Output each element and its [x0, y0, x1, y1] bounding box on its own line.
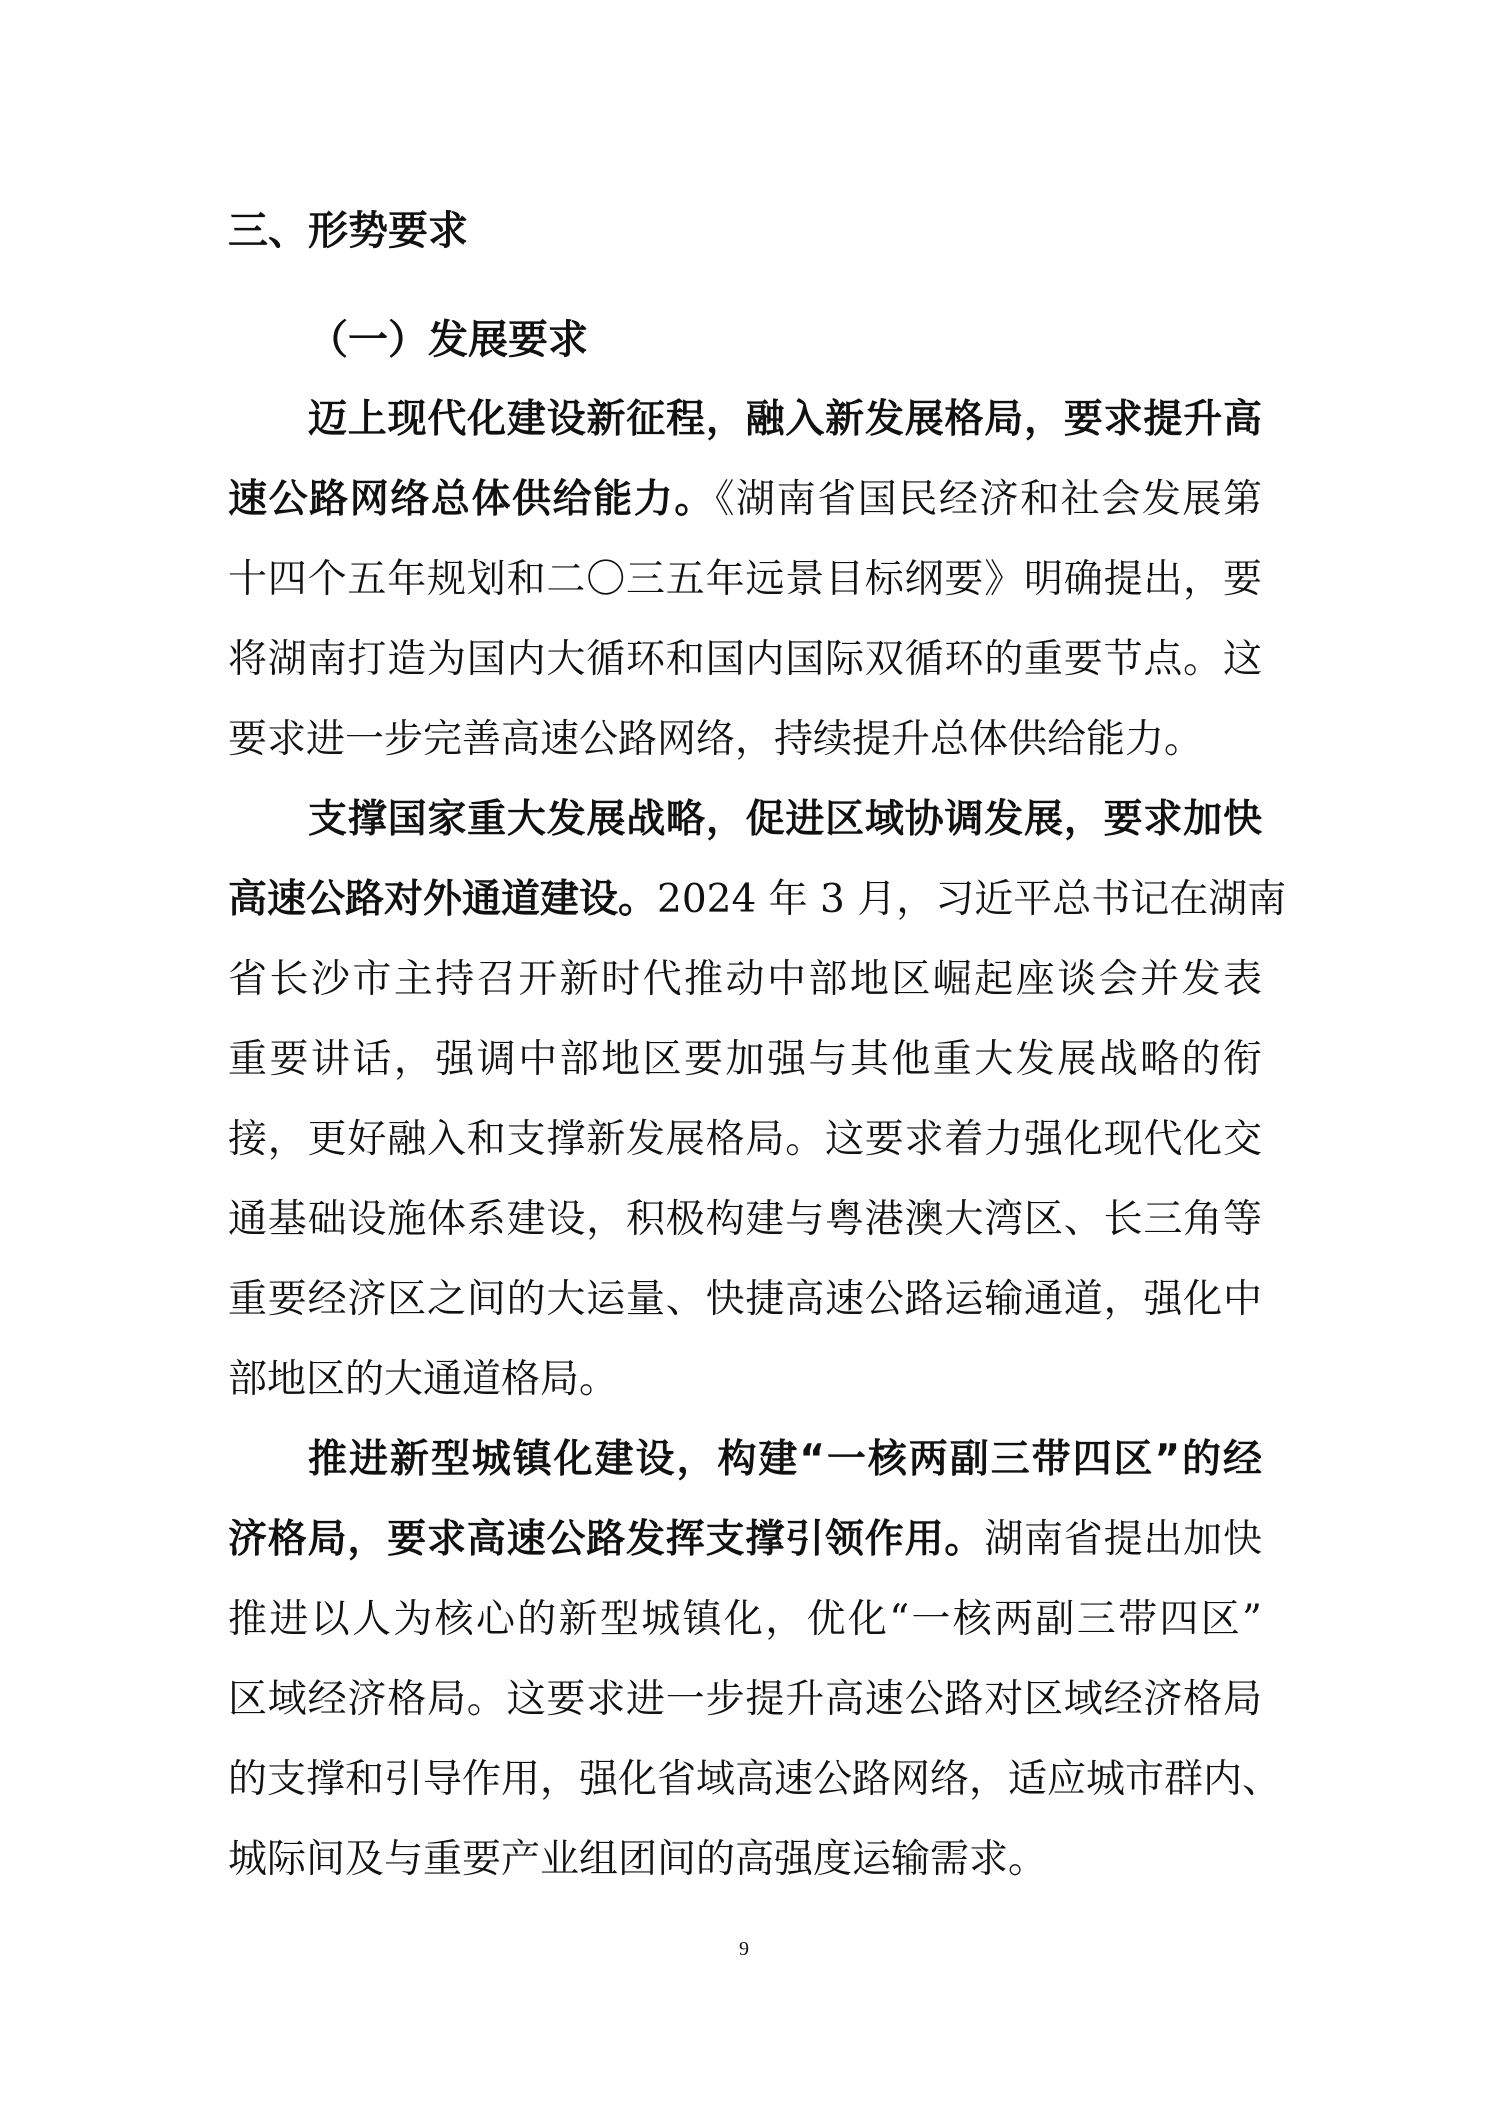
bold-lead-text: 济格局，要求高速公路发挥支撑引领作用。: [228, 1517, 985, 1562]
body-text: 接，更好融入和支撑新发展格局。这要求着力强化现代化交: [228, 1117, 1262, 1162]
text-line: [228, 700, 1262, 780]
paragraph: [228, 780, 1287, 1420]
body-text: 城际间及与重要产业组团间的高强度运输需求。: [228, 1837, 1048, 1882]
text-line: [228, 1100, 1262, 1180]
body-text: 部地区的大通道格局。: [228, 1357, 619, 1402]
bold-lead-text: 迈上现代化建设新征程，融入新发展格局，要求提升高: [308, 397, 1262, 442]
text-line: [228, 380, 1262, 460]
body-text: 十四个五年规划和二〇三五年远景目标纲要》明确提出，要: [228, 557, 1262, 602]
body-text: 推进以人为核心的新型城镇化，优化“一核两副三带四区”: [228, 1597, 1262, 1642]
text-line: [228, 780, 1262, 860]
text-line: [228, 1580, 1262, 1660]
bold-lead-text: 支撑国家重大发展战略，促进区域协调发展，要求加快: [308, 797, 1262, 842]
section-heading: 三、形势要求: [228, 208, 468, 254]
paragraph: [228, 1420, 1282, 1900]
paragraph: [228, 380, 1262, 780]
text-line: [228, 1820, 1262, 1900]
body-text: 的支撑和引导作用，强化省域高速公路网络，适应城市群内、: [228, 1757, 1282, 1802]
document-body: [228, 380, 1287, 1900]
text-line: [228, 1500, 1262, 1580]
text-line: [228, 460, 1262, 540]
text-line: [228, 1260, 1262, 1340]
text-line: [228, 1740, 1282, 1820]
body-text: 通基础设施体系建设，积极构建与粤港澳大湾区、长三角等: [228, 1197, 1262, 1242]
text-line: [228, 1180, 1262, 1260]
text-line: [228, 540, 1262, 620]
text-line: [228, 1020, 1262, 1100]
subsection-heading: （一）发展要求: [308, 317, 588, 363]
body-text: 省长沙市主持召开新时代推动中部地区崛起座谈会并发表: [228, 957, 1262, 1002]
page-number: 9: [739, 1938, 749, 1960]
text-line: [228, 620, 1262, 700]
text-line: [228, 1420, 1262, 1500]
body-text: 将湖南打造为国内大循环和国内国际双循环的重要节点。这: [228, 637, 1262, 682]
body-text: 2024 年 3 月，习近平总书记在湖南: [657, 877, 1287, 922]
text-line: [228, 940, 1262, 1020]
body-text: 重要讲话，强调中部地区要加强与其他重大发展战略的衔: [228, 1037, 1262, 1082]
body-text: 要求进一步完善高速公路网络，持续提升总体供给能力。: [228, 717, 1204, 762]
bold-lead-text: 推进新型城镇化建设，构建“一核两副三带四区”的经: [308, 1437, 1262, 1482]
body-text: 湖南省提出加快: [984, 1517, 1262, 1562]
text-line: [228, 860, 1287, 940]
bold-lead-text: 高速公路对外通道建设。: [228, 877, 658, 922]
body-text: 区域经济格局。这要求进一步提升高速公路对区域经济格局: [228, 1677, 1262, 1722]
body-text: 《湖南省国民经济和社会发展第: [714, 477, 1262, 522]
body-text: 重要经济区之间的大运量、快捷高速公路运输通道，强化中: [228, 1277, 1262, 1322]
text-line: [228, 1660, 1262, 1740]
bold-lead-text: 速公路网络总体供给能力。: [228, 477, 715, 522]
text-line: [228, 1340, 1262, 1420]
